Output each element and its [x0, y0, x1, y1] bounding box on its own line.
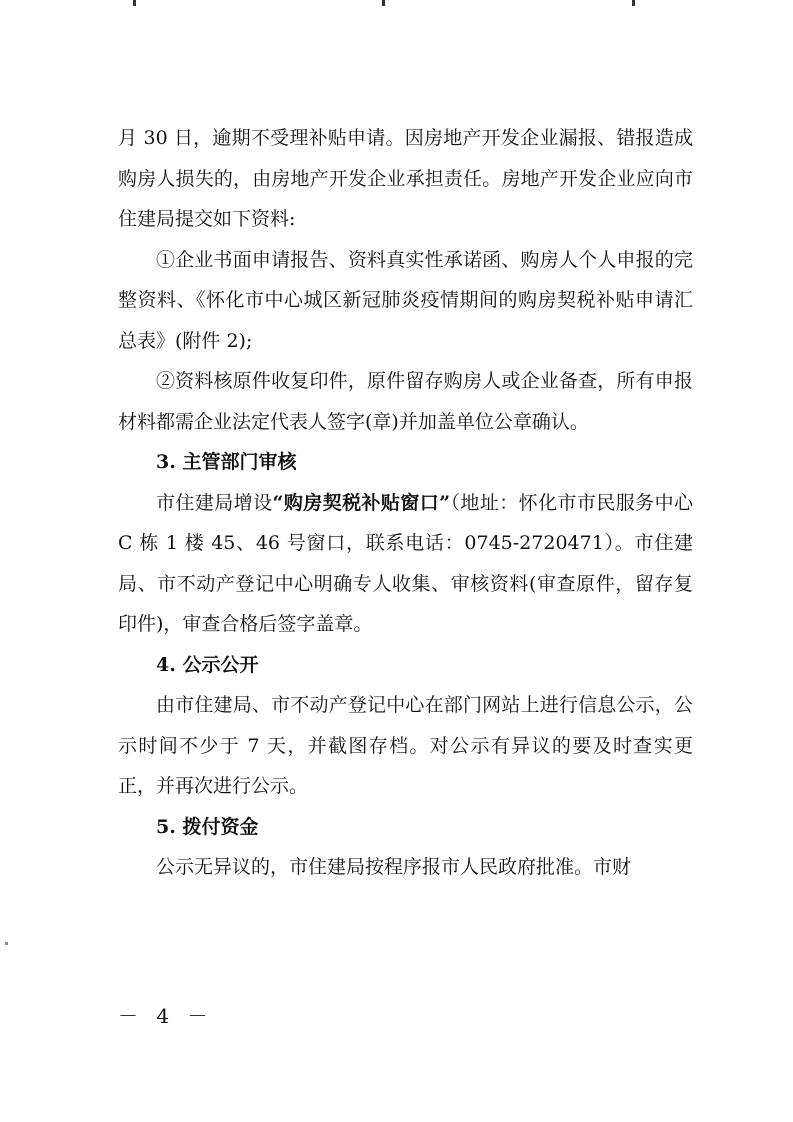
paragraph-item-1: ①企业书面申请报告、资料真实性承诺函、购房人个人申报的完整资料、《怀化市中心城区新冠肺炎疫情期间的购房契税补贴申请汇总表》(附件 2); [118, 248, 693, 352]
paragraph-funding: 公示无异议的，市住建局按程序报市人民政府批准。市财 [156, 856, 632, 878]
document-body [118, 118, 693, 888]
review-text-post: （地址：怀化市市民服务中心 C 栋 1 楼 45、46 号窗口，联系电话：0745-2720471）。市住建局、市不动产登记中心明确专人收集、审核资料(审查原件，留存复印件)，审查合格后签字盖章。 [118, 491, 693, 635]
heading-funding: 5. 拨付资金 [156, 815, 259, 838]
scan-speck [5, 942, 8, 945]
paragraph-review [118, 483, 693, 645]
review-text-pre: 市住建局增设 [156, 491, 273, 514]
scan-mark [382, 0, 385, 6]
scan-mark [133, 0, 136, 6]
scan-mark [632, 0, 635, 6]
review-window-name: “购房契税补贴窗口” [272, 491, 451, 514]
paragraph-deadline: 月 30 日，逾期不受理补贴申请。因房地产开发企业漏报、错报造成购房人损失的，由房地产开发企业承担责任。房地产开发企业应向市住建局提交如下资料: [118, 127, 693, 230]
paragraph-item-2: ②资料核原件收复印件，原件留存购房人或企业备查，所有申报材料都需企业法定代表人签字(章)并加盖单位公章确认。 [118, 370, 693, 433]
heading-publicity: 4. 公示公开 [156, 653, 259, 676]
heading-review: 3. 主管部门审核 [156, 451, 297, 473]
page-number: － 4 － [118, 1004, 214, 1028]
paragraph-publicity: 由市住建局、市不动产登记中心在部门网站上进行信息公示，公示时间不少于 7 天，并截图存档。对公示有异议的要及时查实更正，并再次进行公示。 [118, 694, 693, 797]
